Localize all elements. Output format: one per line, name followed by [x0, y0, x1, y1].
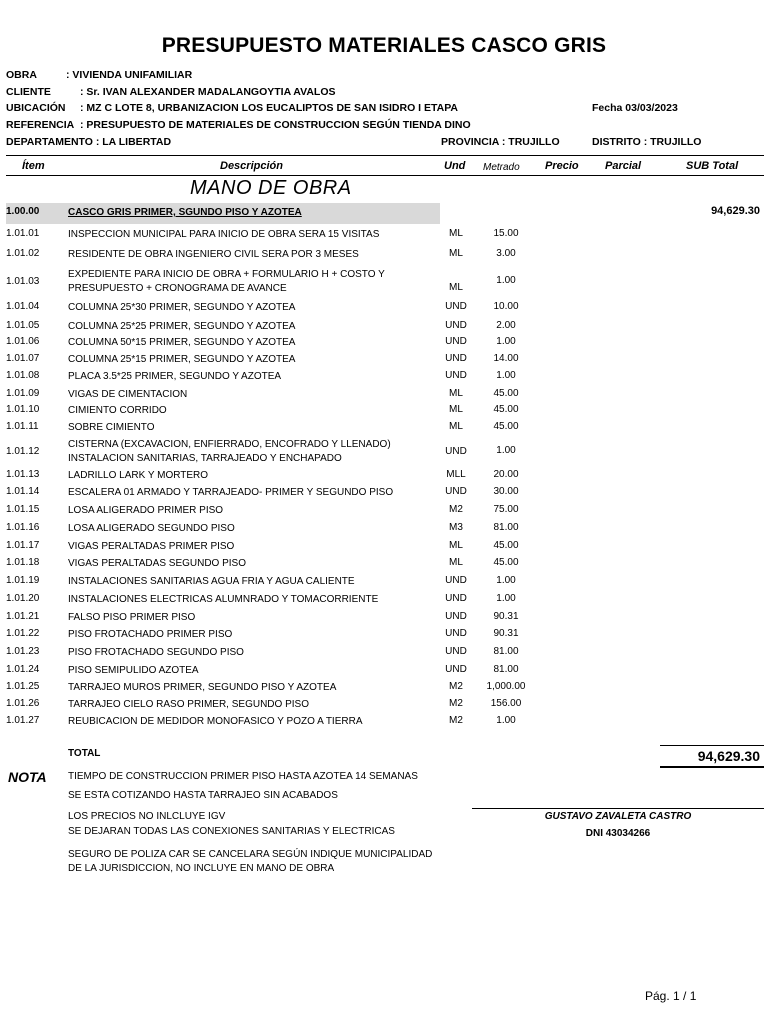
row-unit: M2 [449, 698, 463, 709]
table-row [6, 504, 762, 518]
table-row [6, 664, 762, 678]
label-referencia: REFERENCIA [6, 119, 75, 131]
col-metrado: Metrado [483, 162, 520, 173]
row-unit: ML [449, 404, 463, 415]
row-item-code: 1.01.14 [6, 486, 40, 497]
label-cliente: CLIENTE [6, 86, 51, 98]
row-metrado: 1.00 [496, 336, 516, 347]
row-item-code: 1.01.17 [6, 540, 40, 551]
section-label: CASCO GRIS PRIMER, SGUNDO PISO Y AZOTEA [68, 207, 302, 218]
row-unit: ML [449, 228, 463, 239]
row-description: COLUMNA 50*15 PRIMER, SEGUNDO Y AZOTEA [68, 337, 296, 348]
section-heading: MANO DE OBRA [190, 177, 352, 199]
table-row [6, 575, 762, 589]
nota-label: NOTA [8, 769, 47, 785]
row-metrado: 45.00 [493, 540, 519, 551]
col-precio: Precio [545, 160, 579, 172]
row-item-code: 1.01.04 [6, 301, 40, 312]
row-unit: UND [445, 486, 467, 497]
table-row [6, 628, 762, 642]
section-subtotal: 94,629.30 [711, 205, 760, 217]
note-1: TIEMPO DE CONSTRUCCION PRIMER PISO HASTA AZOTEA 14 SEMANAS [68, 771, 418, 782]
table-row [6, 320, 762, 334]
row-metrado: 45.00 [493, 557, 519, 568]
row-description: SOBRE CIMIENTO [68, 422, 155, 433]
table-row [6, 353, 762, 367]
table-row [6, 336, 762, 350]
row-metrado: 90.31 [493, 628, 519, 639]
fecha: Fecha 03/03/2023 [592, 102, 678, 114]
row-metrado: 1.00 [496, 445, 516, 456]
total-label: TOTAL [68, 748, 101, 759]
value-cliente: : Sr. IVAN ALEXANDER MADALANGOYTIA AVALOS [80, 86, 336, 98]
table-row [6, 540, 762, 554]
row-unit: ML [449, 540, 463, 551]
row-description: INSTALACIONES SANITARIAS AGUA FRIA Y AGUA CALIENTE [68, 576, 355, 587]
row-unit: UND [445, 320, 467, 331]
row-metrado: 1.00 [496, 370, 516, 381]
row-description: VIGAS PERALTADAS PRIMER PISO [68, 541, 235, 552]
row-metrado: 156.00 [490, 698, 522, 709]
row-unit: ML [449, 282, 463, 293]
row-metrado: 1.00 [496, 715, 516, 726]
row-unit: M3 [449, 522, 463, 533]
row-description: FALSO PISO PRIMER PISO [68, 612, 196, 623]
value-obra: : VIVIENDA UNIFAMILIAR [66, 69, 193, 81]
table-row [6, 681, 762, 695]
row-item-code: 1.01.05 [6, 320, 40, 331]
table-row [6, 557, 762, 571]
total-value: 94,629.30 [697, 748, 760, 764]
col-descripcion: Descripción [220, 160, 283, 172]
row-item-code: 1.01.07 [6, 353, 40, 364]
row-metrado: 20.00 [493, 469, 519, 480]
row-metrado: 1.00 [496, 275, 516, 286]
table-row [6, 248, 762, 262]
row-unit: UND [445, 575, 467, 586]
table-row [6, 469, 762, 483]
row-item-code: 1.01.09 [6, 388, 40, 399]
row-metrado: 81.00 [493, 664, 519, 675]
section-code: 1.00.00 [6, 206, 40, 217]
row-description: COLUMNA 25*15 PRIMER, SEGUNDO Y AZOTEA [68, 354, 296, 365]
signature-name: GUSTAVO ZAVALETA CASTRO [544, 811, 692, 822]
row-item-code: 1.01.12 [6, 446, 40, 457]
total-rule-top [660, 745, 764, 746]
row-unit: UND [445, 353, 467, 364]
note-5: SEGURO DE POLIZA CAR SE CANCELARA SEGÚN INDIQUE MUNICIPALIDAD DE LA JURISDICCION, NO INCLUYE EN MANO DE OBRA [68, 849, 433, 874]
row-unit: UND [445, 646, 467, 657]
row-item-code: 1.01.06 [6, 336, 40, 347]
row-description: INSTALACIONES ELECTRICAS ALUMNRADO Y TOMACORRIENTE [68, 594, 379, 605]
row-metrado: 75.00 [493, 504, 519, 515]
value-ubicacion: : MZ C LOTE 8, URBANIZACION LOS EUCALIPTOS DE SAN ISIDRO I ETAPA [80, 102, 459, 114]
row-description: LOSA ALIGERADO SEGUNDO PISO [68, 523, 235, 534]
table-row [6, 268, 762, 296]
row-unit: M2 [449, 681, 463, 692]
table-row [6, 522, 762, 536]
row-description: INSPECCION MUNICIPAL PARA INICIO DE OBRA SERA 15 VISITAS [68, 229, 380, 240]
departamento: DEPARTAMENTO : LA LIBERTAD [6, 136, 172, 148]
row-description: LADRILLO LARK Y MORTERO [68, 470, 209, 481]
row-metrado: 15.00 [493, 228, 519, 239]
row-item-code: 1.01.20 [6, 593, 40, 604]
row-item-code: 1.01.10 [6, 404, 40, 415]
row-description: TARRAJEO CIELO RASO PRIMER, SEGUNDO PISO [68, 699, 309, 710]
row-unit: ML [449, 557, 463, 568]
row-description: PLACA 3.5*25 PRIMER, SEGUNDO Y AZOTEA [68, 371, 282, 382]
document-title: PRESUPUESTO MATERIALES CASCO GRIS [161, 34, 607, 57]
row-description: VIGAS DE CIMENTACION [68, 389, 188, 400]
row-unit: UND [445, 664, 467, 675]
row-item-code: 1.01.23 [6, 646, 40, 657]
row-description: CISTERNA (EXCAVACION, ENFIERRADO, ENCOFRADO Y LLENADO) INSTALACION SANITARIAS, TARRAJEADO Y ENCHAPADO [68, 439, 391, 464]
row-item-code: 1.01.27 [6, 715, 40, 726]
row-metrado: 3.00 [496, 248, 516, 259]
row-description: PISO FROTACHADO SEGUNDO PISO [68, 647, 244, 658]
row-metrado: 10.00 [493, 301, 519, 312]
row-metrado: 81.00 [493, 522, 519, 533]
table-row [6, 404, 762, 418]
col-und: Und [444, 160, 466, 172]
row-item-code: 1.01.15 [6, 504, 40, 515]
row-item-code: 1.01.01 [6, 228, 40, 239]
row-description: VIGAS PERALTADAS SEGUNDO PISO [68, 558, 247, 569]
row-unit: MLL [446, 469, 466, 480]
row-unit: UND [445, 446, 467, 457]
row-metrado: 2.00 [496, 320, 516, 331]
row-metrado: 1.00 [496, 593, 516, 604]
table-row [6, 370, 762, 384]
row-description: PISO FROTACHADO PRIMER PISO [68, 629, 233, 640]
row-description: RESIDENTE DE OBRA INGENIERO CIVIL SERA POR 3 MESES [68, 249, 359, 260]
row-item-code: 1.01.24 [6, 664, 40, 675]
col-item: Ítem [22, 160, 45, 172]
row-item-code: 1.01.25 [6, 681, 40, 692]
row-unit: ML [449, 388, 463, 399]
signature-line [472, 808, 764, 809]
row-metrado: 45.00 [493, 421, 519, 432]
table-row [6, 611, 762, 625]
row-description: REUBICACION DE MEDIDOR MONOFASICO Y POZO A TIERRA [68, 716, 363, 727]
row-unit: UND [445, 336, 467, 347]
row-unit: M2 [449, 504, 463, 515]
row-unit: ML [449, 248, 463, 259]
row-description: PISO SEMIPULIDO AZOTEA [68, 665, 199, 676]
label-ubicacion: UBICACIÓN [6, 102, 66, 114]
table-row [6, 646, 762, 660]
signature-dni: DNI 43034266 [585, 828, 651, 839]
table-row [6, 421, 762, 435]
row-metrado: 1,000.00 [486, 681, 526, 692]
row-description: ESCALERA 01 ARMADO Y TARRAJEADO- PRIMER Y SEGUNDO PISO [68, 487, 394, 498]
col-subtotal: SUB Total [686, 160, 739, 172]
row-metrado: 90.31 [493, 611, 519, 622]
table-row [6, 301, 762, 315]
row-item-code: 1.01.19 [6, 575, 40, 586]
row-description: CIMIENTO CORRIDO [68, 405, 167, 416]
row-item-code: 1.01.21 [6, 611, 40, 622]
header-rule-top [6, 155, 764, 156]
note-4: SE DEJARAN TODAS LAS CONEXIONES SANITARIAS Y ELECTRICAS [68, 826, 395, 837]
row-item-code: 1.01.16 [6, 522, 40, 533]
row-description: TARRAJEO MUROS PRIMER, SEGUNDO PISO Y AZOTEA [68, 682, 337, 693]
row-unit: UND [445, 611, 467, 622]
table-row [6, 228, 762, 242]
row-item-code: 1.01.18 [6, 557, 40, 568]
note-3: LOS PRECIOS NO INLCLUYE IGV [68, 811, 226, 822]
table-row [6, 486, 762, 500]
row-description: COLUMNA 25*25 PRIMER, SEGUNDO Y AZOTEA [68, 321, 296, 332]
note-2: SE ESTA COTIZANDO HASTA TARRAJEO SIN ACABADOS [68, 790, 338, 801]
row-unit: ML [449, 421, 463, 432]
row-item-code: 1.01.11 [6, 421, 39, 432]
total-rule-bottom [660, 766, 764, 768]
table-row [6, 715, 762, 729]
row-item-code: 1.01.22 [6, 628, 40, 639]
row-description: EXPEDIENTE PARA INICIO DE OBRA + FORMULARIO H + COSTO Y PRESUPUESTO + CRONOGRAMA DE AVANCE [68, 269, 385, 294]
label-obra: OBRA [6, 69, 37, 81]
row-metrado: 14.00 [493, 353, 519, 364]
page-number: Pág. 1 / 1 [645, 989, 697, 1003]
row-item-code: 1.01.03 [6, 276, 40, 287]
row-unit: UND [445, 370, 467, 381]
row-description: COLUMNA 25*30 PRIMER, SEGUNDO Y AZOTEA [68, 302, 296, 313]
table-row [6, 438, 762, 466]
row-item-code: 1.01.13 [6, 469, 40, 480]
row-item-code: 1.01.26 [6, 698, 40, 709]
row-metrado: 1.00 [496, 575, 516, 586]
table-row [6, 698, 762, 712]
header-rule-bottom [6, 175, 764, 176]
table-row [6, 593, 762, 607]
row-metrado: 45.00 [493, 388, 519, 399]
row-unit: UND [445, 628, 467, 639]
row-item-code: 1.01.08 [6, 370, 40, 381]
value-referencia: : PRESUPUESTO DE MATERIALES DE CONSTRUCCION SEGÚN TIENDA DINO [80, 119, 471, 131]
row-unit: UND [445, 593, 467, 604]
row-description: LOSA ALIGERADO PRIMER PISO [68, 505, 224, 516]
row-metrado: 45.00 [493, 404, 519, 415]
row-unit: M2 [449, 715, 463, 726]
provincia: PROVINCIA : TRUJILLO [441, 136, 560, 148]
row-metrado: 30.00 [493, 486, 519, 497]
row-item-code: 1.01.02 [6, 248, 40, 259]
row-metrado: 81.00 [493, 646, 519, 657]
distrito: DISTRITO : TRUJILLO [592, 136, 702, 148]
col-parcial: Parcial [605, 160, 642, 172]
table-row [6, 388, 762, 402]
row-unit: UND [445, 301, 467, 312]
